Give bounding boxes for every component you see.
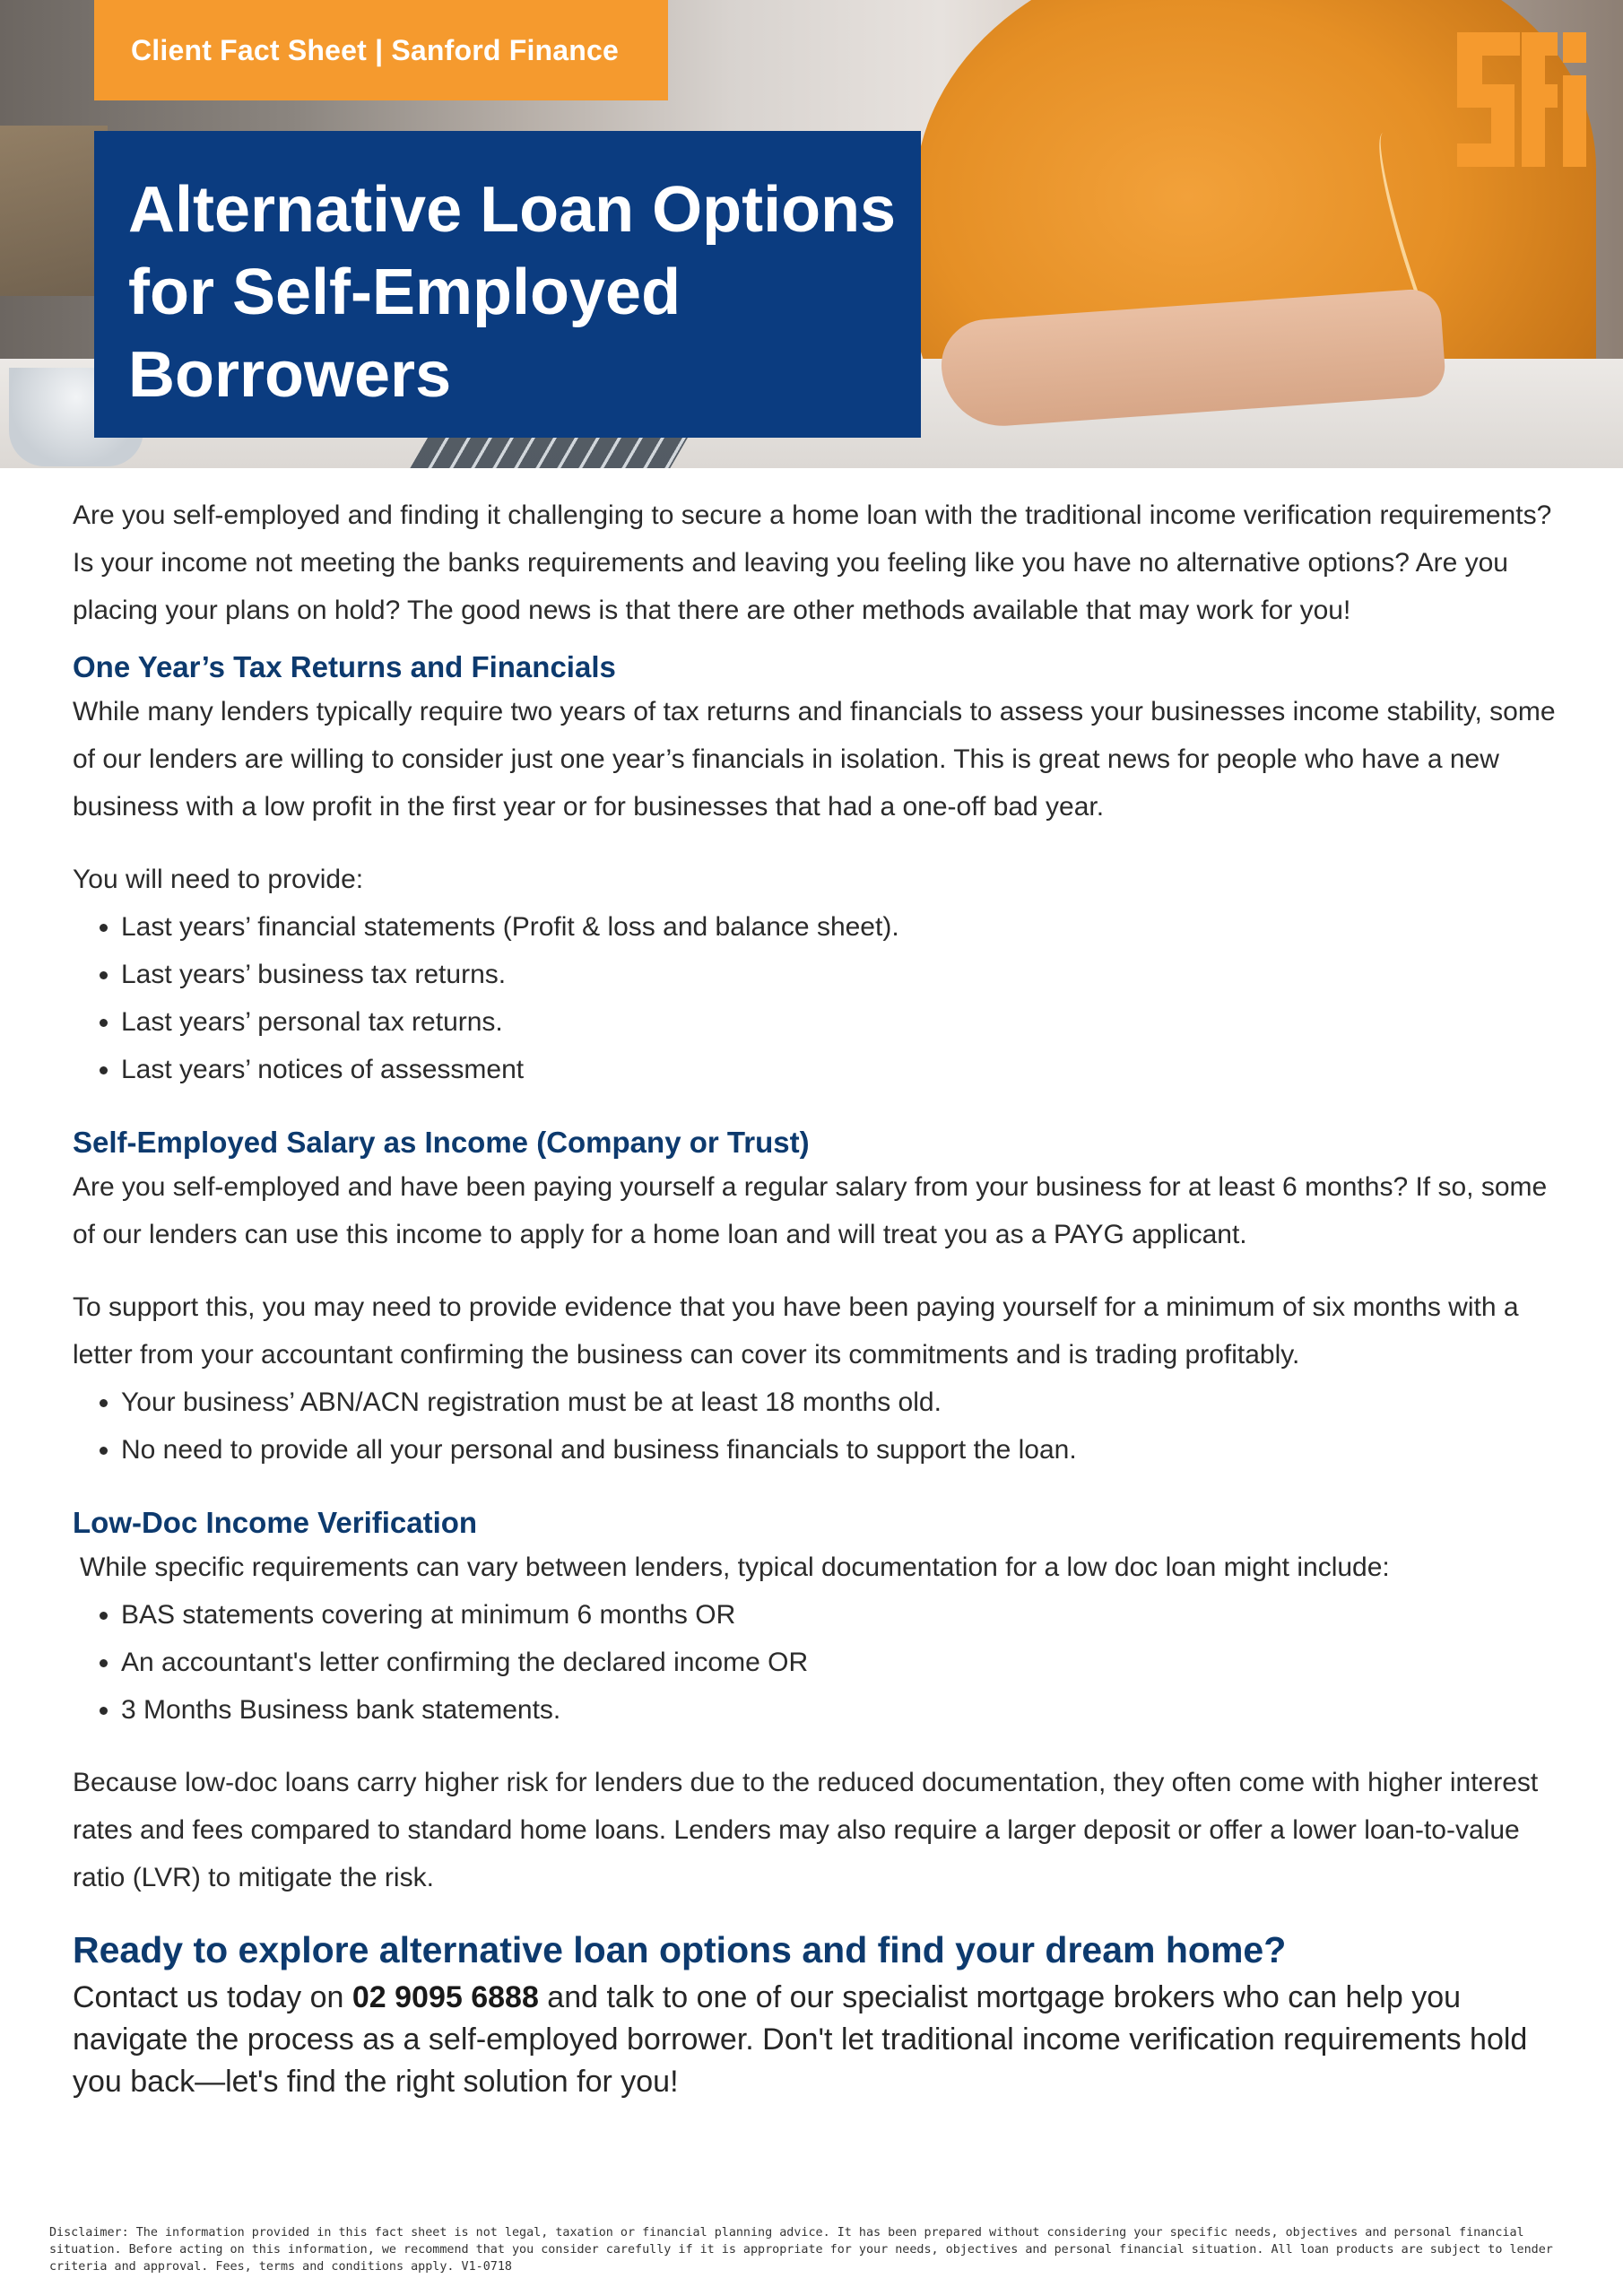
list-item: • No need to provide all your personal and business financials to support the loan.	[121, 1426, 1561, 1474]
hero-banner	[0, 0, 1623, 468]
list-item: • Last years’ financial statements (Profit & loss and balance sheet).	[121, 903, 1561, 951]
list-item: • Last years’ notices of assessment	[121, 1046, 1561, 1093]
fact-sheet-content	[73, 491, 1561, 2103]
salary-list	[73, 1378, 1561, 1474]
cta-text-after: and talk to one of our specialist mortgage brokers who can help you navigate the process as a self-employed borrower. Don't let traditional income verification requirements hold you back—let's find the right solution for you!	[73, 1980, 1528, 2099]
page-title: Alternative Loan Options for Self-Employed Borrowers	[128, 174, 897, 411]
low-doc-list	[73, 1591, 1561, 1734]
list-item: • Last years’ business tax returns.	[121, 951, 1561, 998]
hero-photo-box	[0, 126, 108, 296]
list-item: • An accountant's letter confirming the declared income OR	[121, 1639, 1561, 1686]
title-box	[94, 131, 921, 438]
low-doc-risk-paragraph: Because low-doc loans carry higher risk for lenders due to the reduced documentation, they often come with higher interest rates and fees compared to standard home loans. Lenders may also require a larger deposit or offer a lower loan-to-value ratio (LVR) to mitigate the risk.	[73, 1768, 1539, 1892]
intro-paragraph: Are you self-employed and finding it challenging to secure a home loan with the traditional income verification requirements? Is your income not meeting the banks requirements and leaving you feeling like you have no alternative options? Are you placing your plans on hold? The good news is that there are other methods available that may work for you!	[73, 500, 1552, 625]
list-item: • Your business’ ABN/ACN registration must be at least 18 months old.	[121, 1378, 1561, 1426]
sanford-finance-logo	[1457, 32, 1593, 167]
phone-number[interactable]: 02 9095 6888	[352, 1980, 539, 2014]
cta-text-before: Contact us today on	[73, 1980, 352, 2014]
provide-list	[73, 903, 1561, 1093]
list-item: • 3 Months Business bank statements.	[121, 1686, 1561, 1734]
list-item: • Last years’ personal tax returns.	[121, 998, 1561, 1046]
section-two-support: To support this, you may need to provide evidence that you have been paying yourself for a minimum of six months with a letter from your accountant confirming the business can cover its commitments and is trading profitably.	[73, 1292, 1519, 1370]
section-heading-one-year: One Year’s Tax Returns and Financials	[73, 650, 616, 683]
disclaimer: Disclaimer: The information provided in this fact sheet is not legal, taxation or financial planning advice. It has been prepared without considering your specific needs, objectives and personal financial situation. Before acting on this information, we recommend that you consider carefully if it is appropriate for your needs, objectives and personal financial situation. All loan products are subject to lender criteria and approval. Fees, terms and conditions apply. V1-0718	[49, 2226, 1553, 2274]
client-fact-sheet-tag	[94, 0, 668, 100]
section-two-body: Are you self-employed and have been paying yourself a regular salary from your business for at least 6 months? If so, some of our lenders can use this income to apply for a home loan and will treat you as a PAYG applicant.	[73, 1172, 1548, 1249]
section-three-body: While specific requirements can vary between lenders, typical documentation for a low doc loan might include:	[80, 1552, 1390, 1582]
list-item: • BAS statements covering at minimum 6 months OR	[121, 1591, 1561, 1639]
cta-paragraph	[73, 1977, 1561, 2103]
section-heading-salary: Self-Employed Salary as Income (Company or Trust)	[73, 1126, 810, 1159]
section-one-body: While many lenders typically require two years of tax returns and financials to assess your businesses income stability, some of our lenders are willing to consider just one year’s financials in isolation. This is great news for people who have a new business with a low profit in the first year or for businesses that had a one-off bad year.	[73, 697, 1556, 822]
tag-label: Client Fact Sheet | Sanford Finance	[131, 33, 620, 66]
cta-heading: Ready to explore alternative loan options and find your dream home?	[73, 1929, 1287, 1970]
provide-intro: You will need to provide:	[73, 865, 364, 894]
section-heading-low-doc: Low-Doc Income Verification	[73, 1506, 478, 1539]
